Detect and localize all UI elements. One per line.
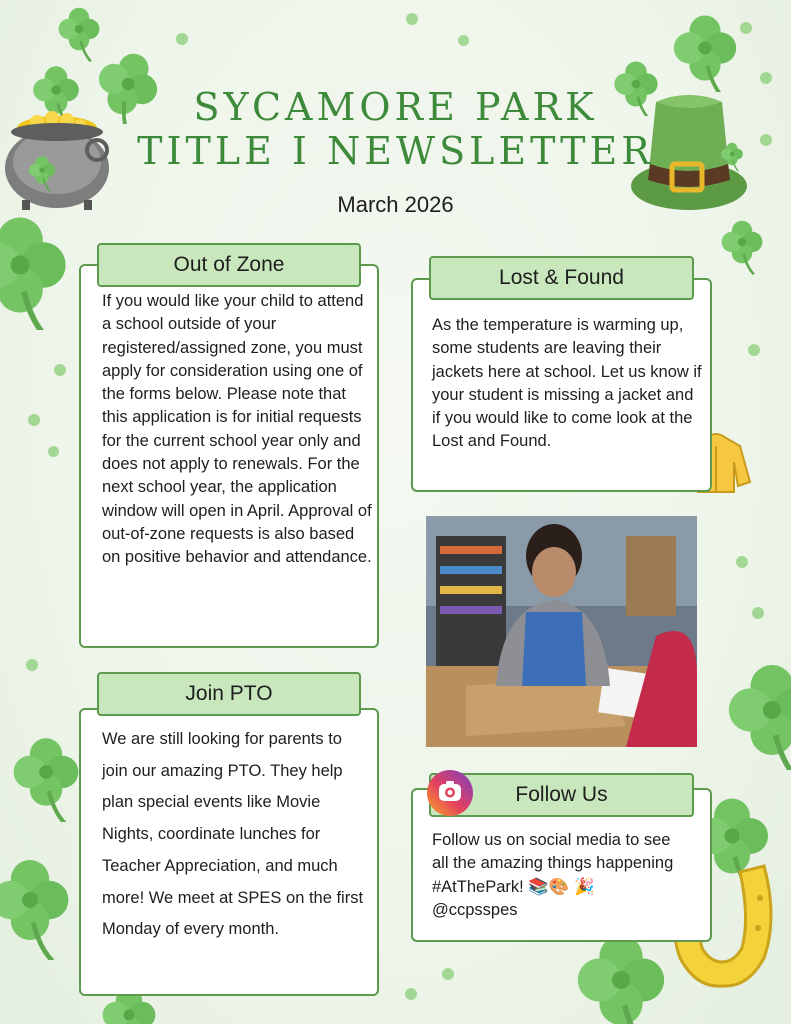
follow-us-heading: Follow Us: [429, 773, 694, 817]
join-pto-text: We are still looking for parents to join our amazing PTO. They help plan special events like Movie Nights, coordinate lunches for Teacher Appreciation, and much more! We meet at SPES on the first Monday of every month.: [102, 730, 364, 939]
follow-us-text: Follow us on social media to see all the amazing things happening #AtThePark! 📚🎨 🎉 @ccpsspes: [432, 831, 674, 919]
clover-icon: [0, 210, 80, 330]
student-photo: [426, 516, 697, 747]
clover-icon: [718, 660, 791, 770]
out-of-zone-text: If you would like your child to attend a school outside of your registered/assigned zone, you must apply for consideration using one of the forms below. Please note that this application is for initial requests for the current school year only and does not apply to renewals. For the next school year, the application window will open in April. Approval of out-of-zone requests is also based on positive behavior and attendance.: [102, 292, 372, 567]
newsletter-title-line1: SYCAMORE PARK: [193, 85, 598, 129]
instagram-icon[interactable]: [426, 769, 474, 817]
clover-icon: [0, 850, 80, 960]
clover-icon: [665, 12, 745, 92]
newsletter-title-line2: TITLE I NEWSLETTER: [137, 129, 654, 173]
out-of-zone-heading: Out of Zone: [97, 243, 361, 287]
lost-found-text: As the temperature is warming up, some students are leaving their jackets here at school. Let us know if your student is missing a jacket and if you would like to come look at the Lost and Found.: [432, 316, 702, 451]
clover-icon: [565, 930, 675, 1024]
lost-found-heading: Lost & Found: [429, 256, 694, 300]
clover-icon: [10, 732, 86, 822]
clover-icon: [716, 216, 770, 276]
newsletter-date: March 2026: [337, 192, 454, 217]
join-pto-heading: Join PTO: [97, 672, 361, 716]
